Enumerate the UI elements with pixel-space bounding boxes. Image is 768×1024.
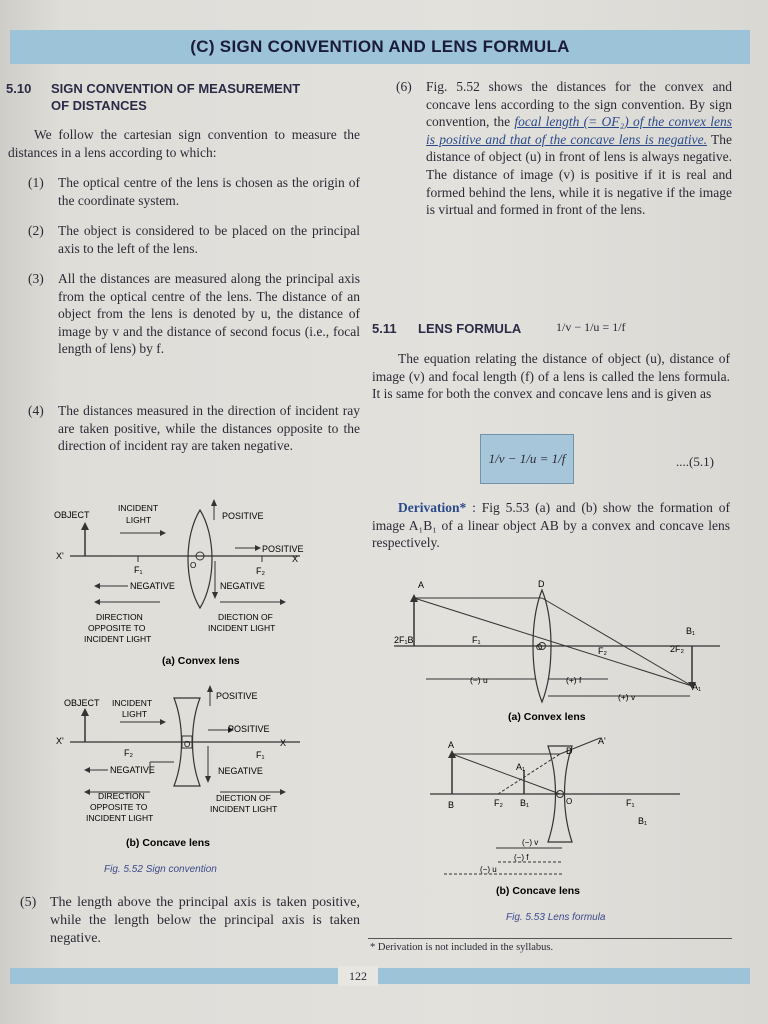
list-item <box>28 222 360 257</box>
equation-number: ....(5.1) <box>676 454 714 469</box>
label-u: (−) u <box>480 865 497 874</box>
derivation-paragraph <box>372 499 730 552</box>
label-f1: F₁ <box>626 798 635 808</box>
list-item-text <box>426 78 732 219</box>
label-negative-left: NEGATIVE <box>130 581 175 591</box>
list-item <box>28 402 360 455</box>
label-f2: F₂ <box>256 566 265 576</box>
footnote-divider <box>368 938 732 939</box>
label-a: A <box>448 740 455 750</box>
label-u: (−) u <box>470 675 488 685</box>
label-negative-left: NEGATIVE <box>110 765 155 775</box>
label-positive-2: POSITIVE <box>262 544 304 554</box>
formula-box <box>480 434 574 484</box>
label-f1: F₁ <box>134 565 143 575</box>
label-incident-light: INCIDENT LIGHT <box>86 813 154 823</box>
lens-formula: 1/v − 1/u = 1/f <box>488 451 566 466</box>
section-title-line2: OF DISTANCES <box>51 98 147 113</box>
label-d: D <box>566 746 573 756</box>
label-x-left: X' <box>56 736 64 746</box>
label-f2: F₂ <box>598 646 607 656</box>
label-b1: B₁ <box>686 626 696 636</box>
label-object: OBJECT <box>64 698 100 708</box>
label-incident-light: INCIDENT LIGHT <box>84 634 152 644</box>
chapter-header: (C) SIGN CONVENTION AND LENS FORMULA <box>10 30 750 64</box>
label-x-right: X <box>292 554 299 564</box>
list-item-text: The length above the principal axis is taken positive, while the length below the principal axis is taken negative. <box>50 895 360 946</box>
convex-lens-shape <box>188 510 212 608</box>
footnote <box>370 942 553 953</box>
label-incident: INCIDENT <box>112 698 153 708</box>
label-a1: A₁ <box>516 762 526 772</box>
list-item-number: (6) <box>396 79 412 94</box>
caption-concave-553: (b) Concave lens <box>496 885 581 897</box>
label-o: O <box>184 740 191 749</box>
list-item-number: (4) <box>28 403 44 418</box>
label-incident-light-2: INCIDENT LIGHT <box>208 623 276 633</box>
item6-text-b: The distance of object (u) in front of lens is always negative. The distance of image (v) is positive if it is real and formed behind the lens, while it is negative if the image is virtual and formed in front of the lens. <box>426 131 732 218</box>
label-v: (−) v <box>522 838 539 847</box>
label-incident: INCIDENT <box>118 503 159 513</box>
label-f2: F₂ <box>494 798 503 808</box>
label-a: A <box>418 580 425 590</box>
convex-lens-ray-diagram <box>390 576 730 728</box>
label-o: O <box>536 643 543 652</box>
label-direction: DIRECTION <box>96 612 143 622</box>
label-light: LIGHT <box>122 709 148 719</box>
caption-convex-553: (a) Convex lens <box>508 711 586 723</box>
section-title-511: LENS FORMULA <box>418 321 522 336</box>
label-object: OBJECT <box>54 510 90 520</box>
list-item-text: The optical centre of the lens is chosen as the origin of the coordinate system. <box>58 175 360 208</box>
label-a-prime: A' <box>598 736 606 746</box>
sign-convention-convex-diagram <box>50 496 350 674</box>
list-item <box>28 270 360 358</box>
label-f1: F₁ <box>472 635 481 645</box>
label-o: O <box>190 561 197 570</box>
footnote-text: Derivation is not included in the syllabus. <box>377 942 554 953</box>
intro-paragraph: We follow the cartesian sign convention to measure the distances in a lens according to which: <box>8 127 360 160</box>
item6-text-a: Fig. 5.52 shows the distances for the convex and concave lens according to the sign convention. By sign convention, the <box>426 79 732 130</box>
label-direction-of: DIECTION OF <box>216 793 271 803</box>
label-direction: DIRECTION <box>98 791 145 801</box>
label-f: (+) f <box>566 675 582 685</box>
section-title-line1: SIGN CONVENTION OF MEASUREMENT <box>51 81 301 96</box>
list-item <box>396 78 732 219</box>
label-negative-right: NEGATIVE <box>220 581 265 591</box>
list-item-text: The object is considered to be placed on the principal axis to the left of the lens. <box>58 223 360 256</box>
concave-lens-ray-diagram <box>420 736 700 932</box>
label-b1-right: B₁ <box>638 816 648 826</box>
label-b1: B₁ <box>520 798 530 808</box>
list-item <box>20 894 360 948</box>
label-incident-light-2: INCIDENT LIGHT <box>210 804 278 814</box>
label-f: (−) f <box>514 853 529 862</box>
label-d: D <box>538 579 545 589</box>
label-2f2: 2F₂ <box>670 644 684 654</box>
footer-bar <box>10 968 750 984</box>
list-item-number: (5) <box>20 895 37 910</box>
item6-underlined: focal length (= OF₂) of the convex lens is positive and that of the concave lens is negative. <box>426 114 733 147</box>
list-item-text: The distances measured in the direction of incident ray are taken positive, while the distances opposite to the direction of incident ray are taken negative. <box>58 403 360 454</box>
derivation-label: Derivation* <box>398 500 467 515</box>
figure-title-553: Fig. 5.53 Lens formula <box>506 912 606 923</box>
label-opposite-to: OPPOSITE TO <box>88 623 146 633</box>
label-a1: A₁ <box>692 682 702 692</box>
label-opposite-to: OPPOSITE TO <box>90 802 148 812</box>
footnote-mark: * <box>370 942 376 953</box>
list-item-number: (2) <box>28 223 44 238</box>
label-2f1b: 2F₁B <box>394 635 414 645</box>
lens-formula-paragraph: The equation relating the distance of object (u), distance of image (v) and focal length (f) of a lens is called the lens formula. It is same for both the convex and concave lens and is given as <box>372 351 730 402</box>
label-positive: POSITIVE <box>222 511 264 521</box>
label-negative-right: NEGATIVE <box>218 766 263 776</box>
label-v: (+) v <box>618 692 636 702</box>
section-title <box>51 80 371 114</box>
label-o: O <box>566 797 573 806</box>
sign-convention-concave-diagram <box>50 684 350 884</box>
derivation-text: : Fig 5.53 (a) and (b) show the formation of image A₁B₁ of a linear object AB by a convex and concave lens respectively. <box>372 500 731 551</box>
figure-title-552: Fig. 5.52 Sign convention <box>104 864 217 875</box>
label-b: B <box>448 800 455 810</box>
caption-convex: (a) Convex lens <box>162 655 240 667</box>
section-number-511: 5.11 <box>372 321 397 336</box>
label-f1: F₁ <box>256 750 265 760</box>
list-item-number: (3) <box>28 271 44 286</box>
list-item <box>28 174 360 209</box>
label-positive: POSITIVE <box>216 691 258 701</box>
label-light: LIGHT <box>126 515 152 525</box>
label-positive-2: POSITIVE <box>228 724 270 734</box>
caption-concave: (b) Concave lens <box>126 837 211 849</box>
label-x-right: X <box>280 738 287 748</box>
page-number: 122 <box>338 966 378 986</box>
title-formula: 1/v − 1/u = 1/f <box>556 320 626 334</box>
list-item-number: (1) <box>28 175 44 190</box>
label-direction-of: DIECTION OF <box>218 612 273 622</box>
label-f2: F₂ <box>124 748 133 758</box>
section-number: 5.10 <box>6 81 32 96</box>
list-item-text: All the distances are measured along the principal axis from the optical centre of the lens. The distance of an object from the lens is denoted by u, the distance of image by v and the distance of second focus (i.e., focal length of lens) by f. <box>58 271 360 357</box>
label-x-left: X' <box>56 551 64 561</box>
